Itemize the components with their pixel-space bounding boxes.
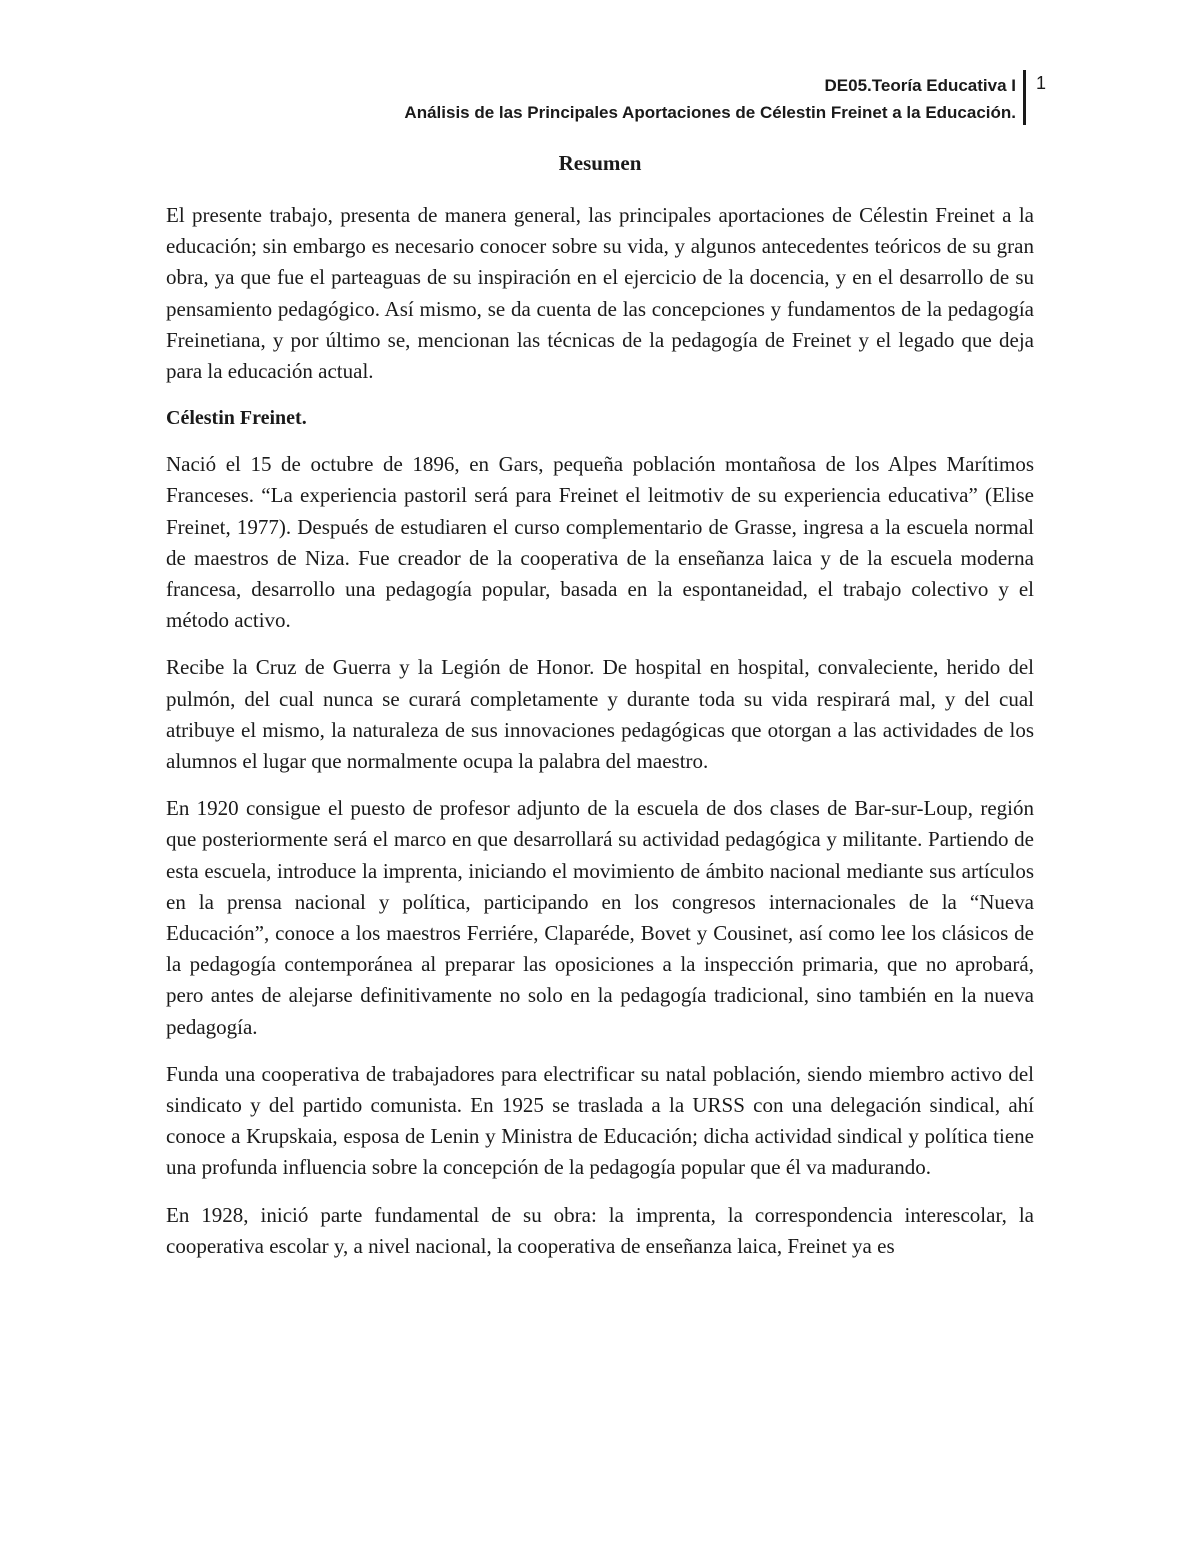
header-document-title: Análisis de las Principales Aportaciones de Célestin Freinet a la Educación. [404,103,1016,122]
body-paragraph-honors: Recibe la Cruz de Guerra y la Legión de Honor. De hospital en hospital, convaleciente, herido del pulmón, del cual nunca se curará completamente y durante toda su vida respirará mal, y del cual atribuye el mismo, la naturaleza de sus innovaciones pedagógicas que otorgan a las actividades de los alumnos el lugar que normalmente ocupa la palabra del maestro. [166,655,1034,774]
body-paragraph-cooperative: Funda una cooperativa de trabajadores para electrificar su natal población, siendo miembro activo del sindicato y del partido comunista. En 1925 se traslada a la URSS con una delegación sindical, ahí conoce a Krupskaia, esposa de Lenin y Ministra de Educación; dicha actividad sindical y política tiene una profunda influencia sobre la concepción de la pedagogía popular que él va madurando. [166,1061,1034,1180]
document-body [166,148,1034,1278]
resumen-paragraph: El presente trabajo, presenta de manera general, las principales aportaciones de Célestin Freinet a la educación; sin embargo es necesario conocer sobre su vida, y algunos antecedentes teóricos de su gran obra, ya que fue el parteaguas de su inspiración en el ejercicio de la docencia, y en el desarrollo de su pensamiento pedagógico. Así mismo, se da cuenta de las concepciones y fundamentos de la pedagogía Freinetiana, y por último se, mencionan las técnicas de la pedagogía de Freinet y el legado que deja para la educación actual. [166,203,1034,384]
body-paragraph-1920: En 1920 consigue el puesto de profesor adjunto de la escuela de dos clases de Bar-sur-Loup, región que posteriormente será el marco en que desarrollará su actividad pedagógica y militante. Partiendo de esta escuela, introduce la imprenta, iniciando el movimiento de ámbito nacional mediante sus artículos en la prensa nacional y política, participando en los congresos internacionales de la “Nueva Educación”, conoce a los maestros Ferriére, Claparéde, Bovet y Cousinet, así como lee los clásicos de la pedagogía contemporánea al preparar las oposiciones a la inspección primaria, que no aprobará, pero antes de alejarse definitivamente no solo en la pedagogía tradicional, sino también en la nueva pedagogía. [166,796,1034,1039]
header-divider [1023,70,1026,125]
body-paragraph-birth: Nació el 15 de octubre de 1896, en Gars, pequeña población montañosa de los Alpes Marítimos Franceses. “La experiencia pastoril será para Freinet el leitmotiv de su experiencia educativa” (Elise Freinet, 1977). Después de estudiaren el curso complementario de Grasse, ingresa a la escuela normal de maestros de Niza. Fue creador de la cooperativa de la enseñanza laica y de la escuela moderna francesa, desarrollo una pedagogía popular, basada en la espontaneidad, el trabajo colectivo y el método activo. [166,452,1034,633]
page-number: 1 [1036,73,1047,93]
celestin-freinet-heading: Célestin Freinet. [166,407,307,430]
resumen-heading: Resumen [558,151,642,175]
page-header [300,72,1016,126]
body-paragraph-1928: En 1928, inició parte fundamental de su obra: la imprenta, la correspondencia interescolar, la cooperativa escolar y, a nivel nacional, la cooperativa de enseñanza laica, Freinet ya es [166,1202,1034,1258]
header-course-title: DE05.Teoría Educativa I [824,76,1016,95]
